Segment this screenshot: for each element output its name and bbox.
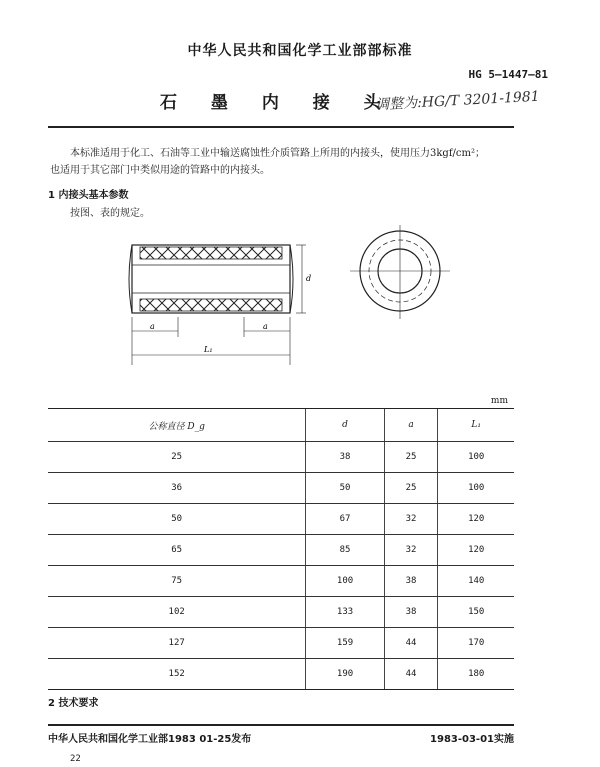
table-cell: 150 (438, 597, 514, 628)
dim-label-L1: L₁ (204, 345, 213, 354)
dim-label-d: d (306, 274, 312, 283)
table-cell: 38 (384, 566, 438, 597)
dim-label-a-right: a (263, 322, 268, 331)
table-cell: 170 (438, 628, 514, 659)
page-number: 22 (70, 754, 81, 764)
table-cell: 32 (384, 504, 438, 535)
table-cell: 25 (384, 442, 438, 473)
table-row (48, 473, 514, 504)
table-row (48, 597, 514, 628)
table-cell: 44 (384, 659, 438, 690)
footer-effective: 1983-03-01实施 (430, 734, 514, 745)
table-cell: 85 (306, 535, 384, 566)
intro-line-2: 也适用于其它部门中类似用途的管路中的内接头。 (50, 165, 270, 176)
table-cell: 67 (306, 504, 384, 535)
parameter-table (48, 408, 514, 690)
table-cell: 50 (48, 504, 306, 535)
table-cell: 133 (306, 597, 384, 628)
table-cell: 75 (48, 566, 306, 597)
header-a: a (384, 409, 438, 442)
handwritten-note: 调整为:HG/T 3201-1981 (374, 88, 540, 114)
section-1-heading: 1 内接头基本参数 (48, 190, 129, 201)
standard-number: HG 5—1447—81 (468, 68, 548, 81)
section-1-text: 按图、表的规定。 (70, 208, 150, 219)
header-nominal-diameter: 公称直径 D_g (48, 409, 306, 442)
section-2-heading: 2 技术要求 (48, 698, 99, 709)
table-cell: 190 (306, 659, 384, 690)
table-header-row (48, 409, 514, 442)
table-cell: 127 (48, 628, 306, 659)
table-cell: 36 (48, 473, 306, 504)
table-row (48, 442, 514, 473)
table-row (48, 504, 514, 535)
end-view (350, 225, 450, 319)
table-cell: 152 (48, 659, 306, 690)
footer-rule (48, 724, 514, 726)
table-cell: 100 (438, 473, 514, 504)
table-cell: 38 (306, 442, 384, 473)
side-view (129, 245, 306, 365)
dim-label-a-left: a (150, 322, 155, 331)
table-cell: 38 (384, 597, 438, 628)
table-cell: 120 (438, 535, 514, 566)
table-row (48, 566, 514, 597)
table-cell: 100 (306, 566, 384, 597)
table-cell: 159 (306, 628, 384, 659)
table-cell: 102 (48, 597, 306, 628)
table-cell: 44 (384, 628, 438, 659)
table-cell: 100 (438, 442, 514, 473)
footer-issued: 中华人民共和国化学工业部1983 01-25发布 (48, 734, 252, 745)
table-cell: 120 (438, 504, 514, 535)
intro-line-1: 本标准适用于化工、石油等工业中输送腐蚀性介质管路上所用的内接头，使用压力3kgf/cm²； (70, 148, 485, 159)
header-L1: L₁ (438, 409, 514, 442)
header-rule (48, 126, 514, 128)
connector-drawing (120, 225, 480, 375)
table-unit: mm (490, 396, 508, 406)
header-d: d (306, 409, 384, 442)
table-cell: 140 (438, 566, 514, 597)
table-row (48, 535, 514, 566)
table-cell: 50 (306, 473, 384, 504)
organization-title: 中华人民共和国化学工业部部标准 (187, 43, 413, 59)
table-cell: 180 (438, 659, 514, 690)
table-row (48, 628, 514, 659)
table-cell: 25 (384, 473, 438, 504)
document-title: 石 墨 内 接 头 (160, 93, 395, 113)
table-row (48, 659, 514, 690)
table-cell: 65 (48, 535, 306, 566)
table-cell: 32 (384, 535, 438, 566)
table-cell: 25 (48, 442, 306, 473)
